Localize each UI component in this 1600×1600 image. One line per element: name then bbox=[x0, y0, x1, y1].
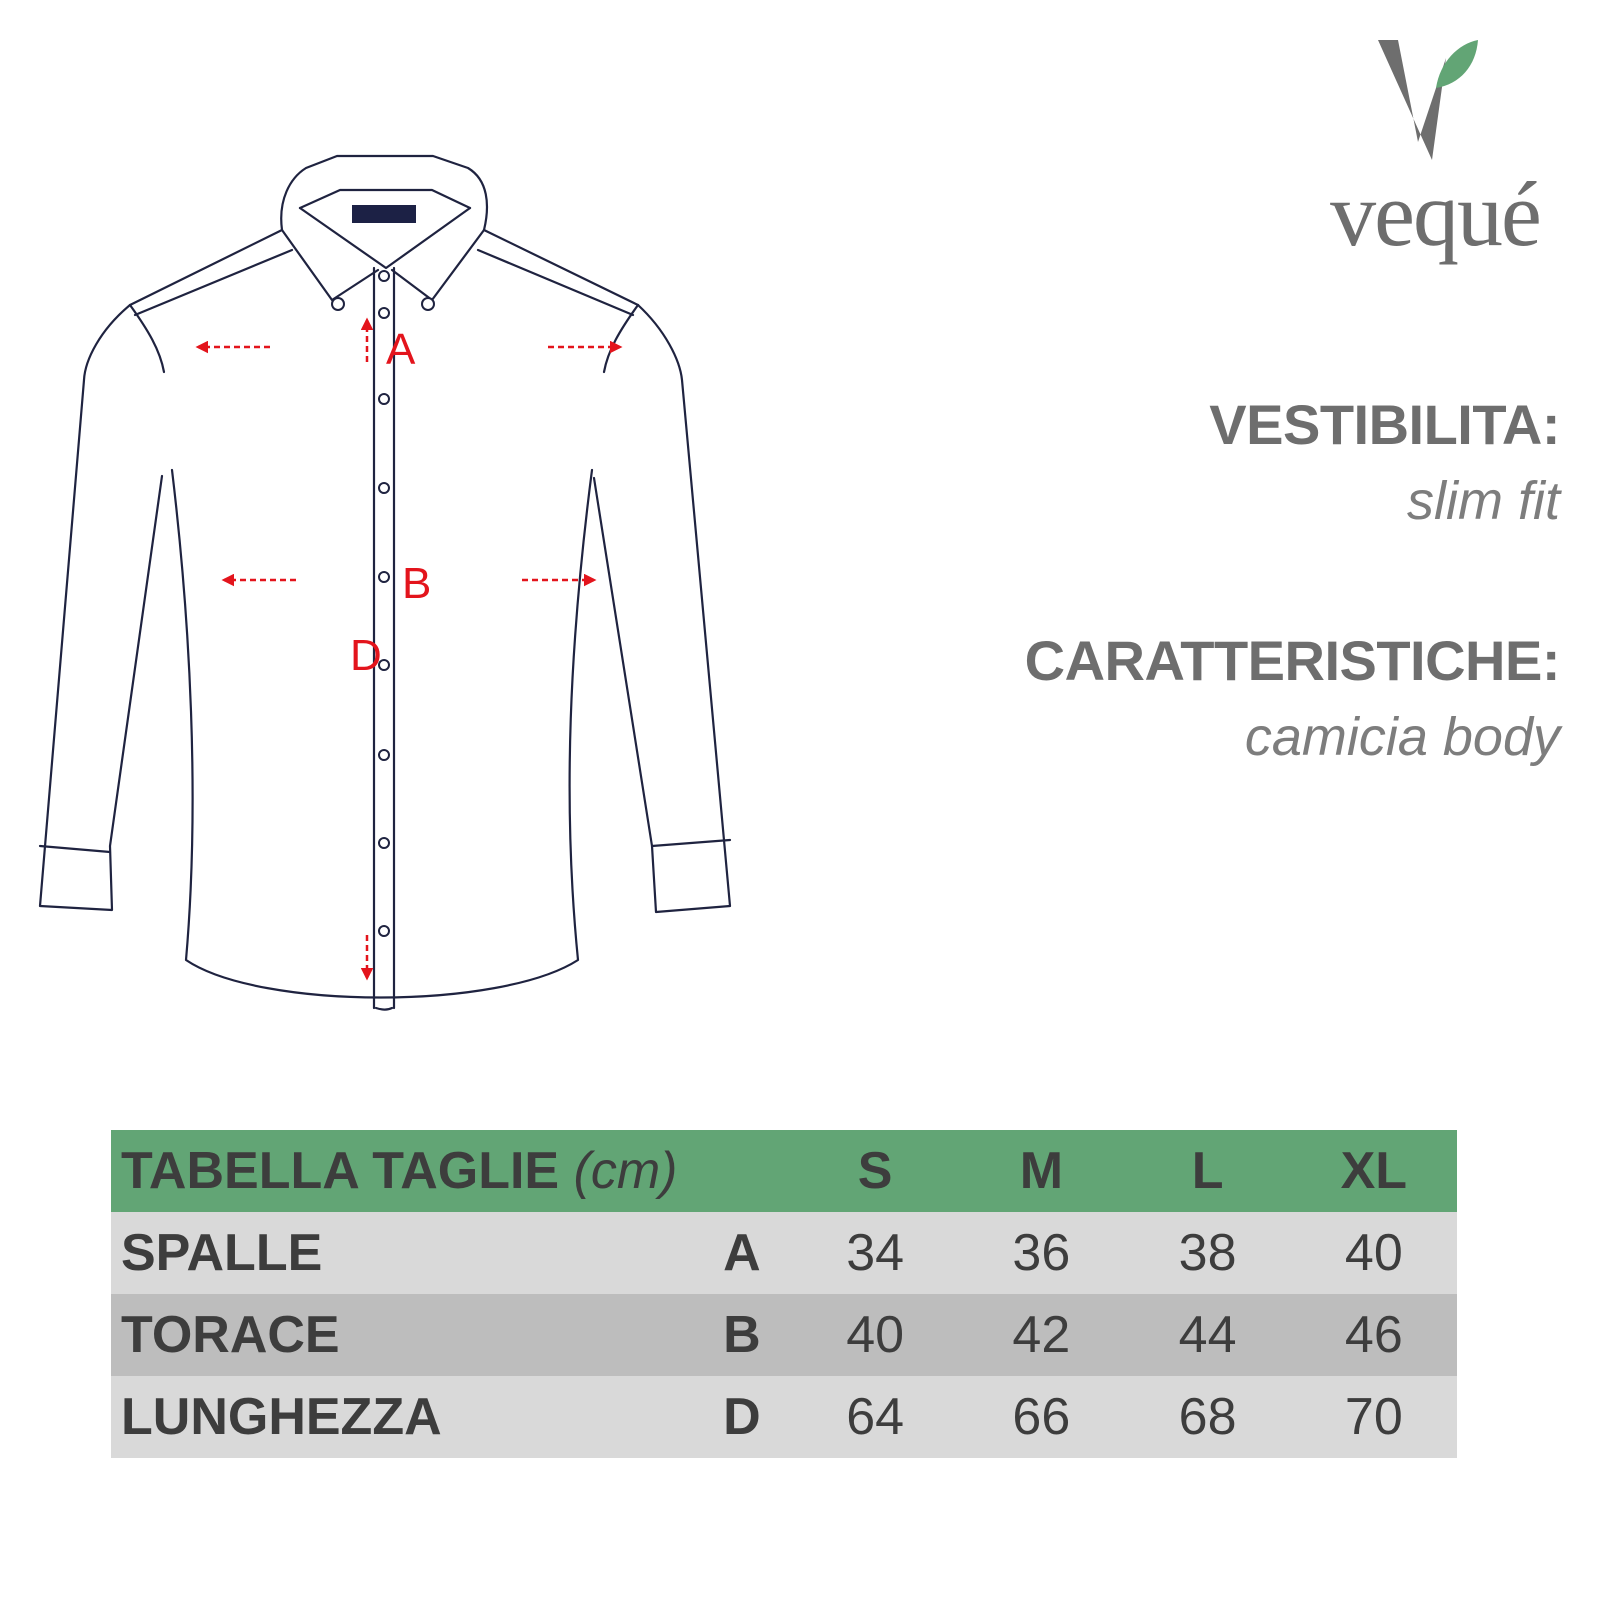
shirt-diagram bbox=[0, 0, 780, 1060]
features-label: CARATTERISTICHE: bbox=[1024, 629, 1560, 692]
value-cell: 46 bbox=[1344, 1306, 1403, 1364]
table-title-unit: (cm) bbox=[573, 1142, 678, 1200]
table-row-lunghezza bbox=[111, 1376, 1457, 1458]
collar-button bbox=[422, 298, 434, 310]
collar-button bbox=[332, 298, 344, 310]
table-row-torace bbox=[111, 1294, 1457, 1376]
features-value: camicia body bbox=[1244, 707, 1560, 767]
marker-a: A bbox=[386, 325, 416, 374]
value-cell: 64 bbox=[846, 1388, 905, 1446]
table-row-spalle bbox=[111, 1212, 1457, 1294]
logo-v-mark bbox=[1378, 40, 1446, 160]
logo-leaf-icon bbox=[1436, 40, 1478, 88]
value-cell: 40 bbox=[846, 1306, 905, 1364]
value-cell: 68 bbox=[1178, 1388, 1237, 1446]
size-header-m: M bbox=[1019, 1142, 1064, 1200]
row-name: SPALLE bbox=[121, 1224, 323, 1282]
button bbox=[379, 926, 389, 936]
button bbox=[379, 394, 389, 404]
value-cell: 70 bbox=[1344, 1388, 1403, 1446]
size-table-header bbox=[111, 1130, 1457, 1212]
button bbox=[379, 838, 389, 848]
value-cell: 38 bbox=[1178, 1224, 1237, 1282]
value-cell: 40 bbox=[1344, 1224, 1403, 1282]
row-code: D bbox=[723, 1388, 761, 1446]
button bbox=[379, 483, 389, 493]
size-header-xl: XL bbox=[1340, 1142, 1408, 1200]
size-table bbox=[111, 1130, 1457, 1458]
table-title bbox=[111, 1130, 692, 1212]
button bbox=[379, 308, 389, 318]
button bbox=[379, 750, 389, 760]
row-name: LUNGHEZZA bbox=[121, 1388, 442, 1446]
button bbox=[379, 572, 389, 582]
size-header-l: L bbox=[1191, 1142, 1224, 1200]
value-cell: 34 bbox=[846, 1224, 905, 1282]
marker-b: B bbox=[402, 559, 432, 608]
value-cell: 42 bbox=[1012, 1306, 1071, 1364]
logo-wordmark: vequé bbox=[1330, 163, 1540, 265]
brand-logo bbox=[1290, 30, 1580, 290]
row-code: A bbox=[723, 1224, 761, 1282]
fit-label: VESTIBILITA: bbox=[1209, 393, 1560, 456]
size-header-s: S bbox=[857, 1142, 893, 1200]
collar-label-tab bbox=[352, 205, 416, 223]
table-title-text: TABELLA TAGLIE bbox=[121, 1142, 560, 1200]
header-code-cell bbox=[692, 1130, 792, 1212]
row-code: B bbox=[723, 1306, 761, 1364]
row-name: TORACE bbox=[121, 1306, 340, 1364]
fit-value: slim fit bbox=[1407, 471, 1560, 531]
marker-d: D bbox=[350, 631, 382, 680]
value-cell: 44 bbox=[1178, 1306, 1237, 1364]
button bbox=[379, 271, 389, 281]
value-cell: 36 bbox=[1012, 1224, 1071, 1282]
value-cell: 66 bbox=[1012, 1388, 1071, 1446]
